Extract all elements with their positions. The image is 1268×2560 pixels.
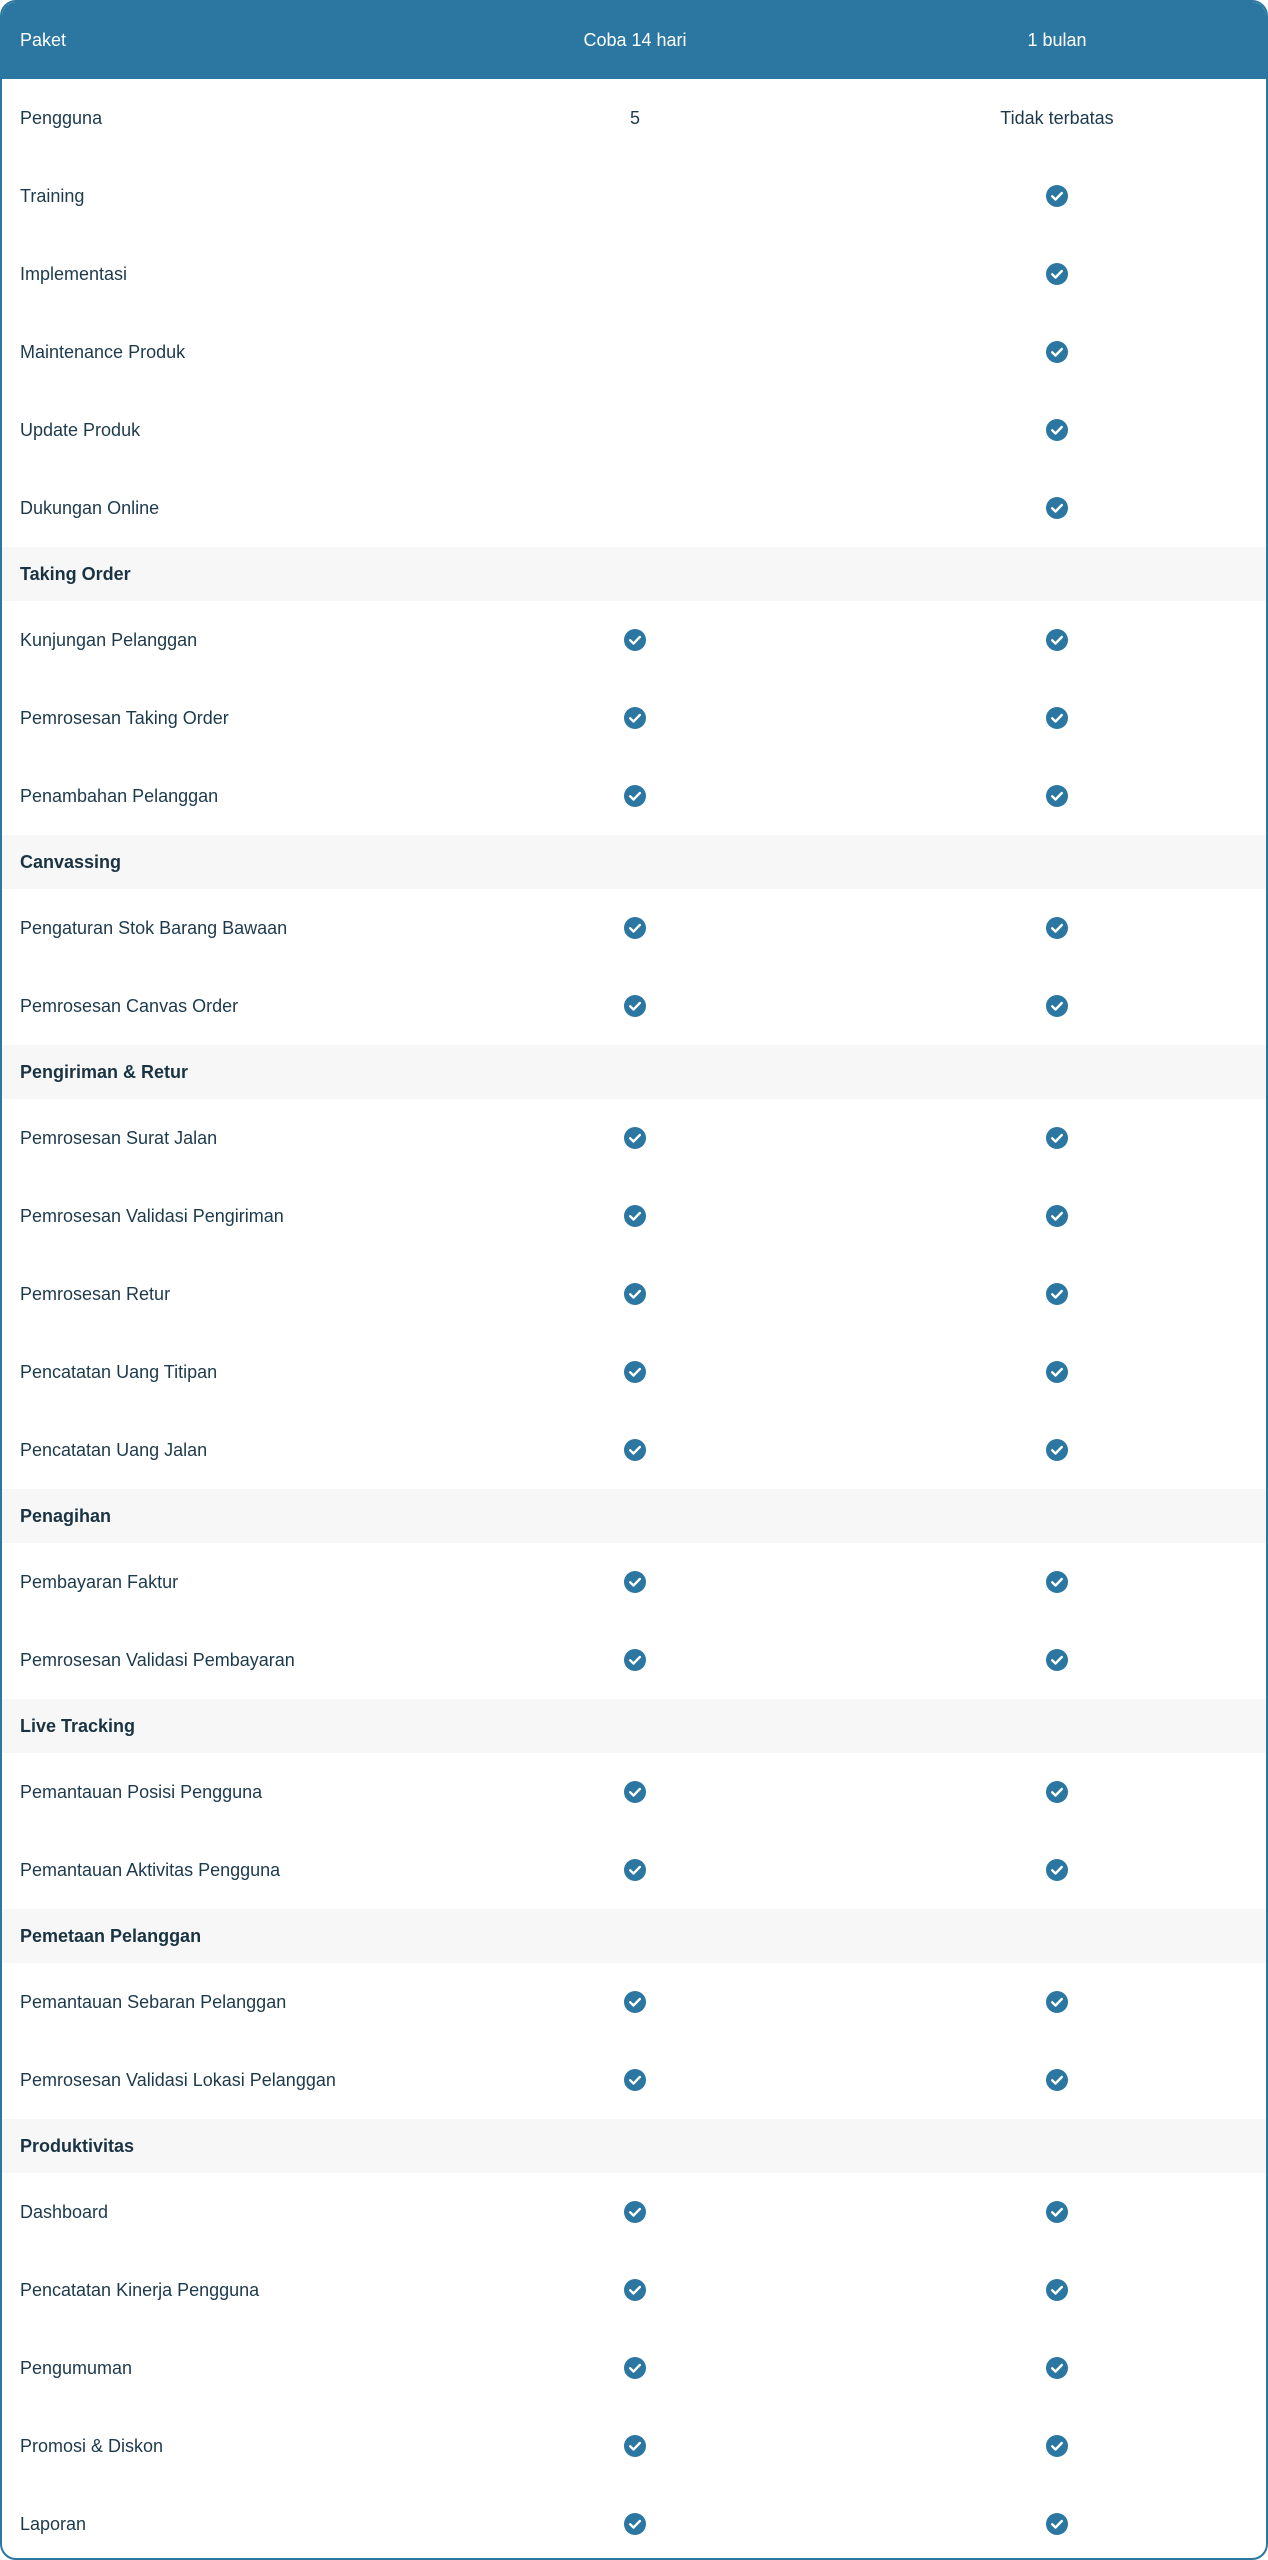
feature-row — [2, 1177, 1266, 1255]
monthly-cell — [848, 1571, 1266, 1593]
monthly-cell — [848, 2201, 1266, 2223]
check-circle-icon — [624, 2513, 646, 2535]
feature-row — [2, 2173, 1266, 2251]
feature-label: Pengumuman — [20, 2357, 133, 2378]
feature-row — [2, 235, 1266, 313]
monthly-cell — [848, 2279, 1266, 2301]
feature-label: Pemantauan Aktivitas Pengguna — [20, 1859, 281, 1880]
check-circle-icon — [1046, 1649, 1068, 1671]
trial-cell — [422, 917, 848, 939]
feature-label: Dashboard — [20, 2201, 109, 2222]
feature-row — [2, 601, 1266, 679]
check-circle-icon — [1046, 341, 1068, 363]
monthly-cell — [848, 1127, 1266, 1149]
check-circle-icon — [624, 1781, 646, 1803]
section-header-row — [2, 1489, 1266, 1543]
monthly-cell — [848, 1859, 1266, 1881]
section-title: Pemetaan Pelanggan — [20, 1925, 202, 1946]
check-circle-icon — [624, 1283, 646, 1305]
feature-row — [2, 391, 1266, 469]
check-circle-icon — [624, 2435, 646, 2457]
check-circle-icon — [1046, 2069, 1068, 2091]
section-title: Pengiriman & Retur — [20, 1061, 189, 1082]
check-circle-icon — [624, 2069, 646, 2091]
check-circle-icon — [1046, 785, 1068, 807]
feature-label: Pencatatan Uang Titipan — [20, 1361, 218, 1382]
check-circle-icon — [624, 2201, 646, 2223]
feature-row — [2, 2485, 1266, 2560]
feature-row — [2, 1831, 1266, 1909]
feature-label: Pembayaran Faktur — [20, 1571, 179, 1592]
feature-label: Pemrosesan Taking Order — [20, 707, 229, 728]
trial-cell — [422, 1283, 848, 1305]
monthly-cell — [848, 917, 1266, 939]
trial-cell — [422, 1991, 848, 2013]
monthly-cell — [848, 707, 1266, 729]
check-circle-icon — [1046, 2513, 1068, 2535]
monthly-cell — [848, 2357, 1266, 2379]
trial-cell — [422, 995, 848, 1017]
section-title: Produktivitas — [20, 2135, 135, 2156]
feature-label: Promosi & Diskon — [20, 2435, 164, 2456]
monthly-cell — [848, 629, 1266, 651]
check-circle-icon — [624, 917, 646, 939]
check-circle-icon — [1046, 1781, 1068, 1803]
check-circle-icon — [1046, 629, 1068, 651]
monthly-cell — [848, 2513, 1266, 2535]
trial-cell — [422, 1361, 848, 1383]
check-circle-icon — [1046, 2435, 1068, 2457]
feature-label: Update Produk — [20, 419, 141, 440]
feature-row — [2, 79, 1266, 157]
section-header-row — [2, 2119, 1266, 2173]
check-circle-icon — [624, 707, 646, 729]
check-circle-icon — [1046, 419, 1068, 441]
trial-cell — [422, 1439, 848, 1461]
section-title: Taking Order — [20, 563, 131, 584]
feature-label: Pemrosesan Surat Jalan — [20, 1127, 218, 1148]
trial-cell — [422, 1571, 848, 1593]
check-circle-icon — [1046, 263, 1068, 285]
monthly-cell — [848, 2435, 1266, 2457]
monthly-cell — [848, 995, 1266, 1017]
feature-row — [2, 1333, 1266, 1411]
feature-row — [2, 967, 1266, 1045]
section-header-row — [2, 1045, 1266, 1099]
trial-cell — [422, 2069, 848, 2091]
feature-label: Pemrosesan Retur — [20, 1283, 171, 1304]
check-circle-icon — [1046, 1571, 1068, 1593]
feature-label: Pemrosesan Validasi Pembayaran — [20, 1649, 295, 1670]
feature-row — [2, 1753, 1266, 1831]
feature-row — [2, 1621, 1266, 1699]
check-circle-icon — [1046, 1205, 1068, 1227]
check-circle-icon — [624, 1439, 646, 1461]
monthly-cell — [848, 1991, 1266, 2013]
section-header-row — [2, 1909, 1266, 1963]
feature-label: Training — [20, 185, 85, 206]
check-circle-icon — [624, 629, 646, 651]
feature-label: Pengguna — [20, 107, 103, 128]
section-header-row — [2, 1699, 1266, 1753]
trial-cell — [422, 1859, 848, 1881]
check-circle-icon — [1046, 2201, 1068, 2223]
trial-cell — [422, 1205, 848, 1227]
check-circle-icon — [1046, 185, 1068, 207]
feature-row — [2, 1255, 1266, 1333]
section-header-row — [2, 547, 1266, 601]
feature-label: Implementasi — [20, 263, 128, 284]
check-circle-icon — [624, 1205, 646, 1227]
feature-label: Pemrosesan Validasi Pengiriman — [20, 1205, 284, 1226]
trial-cell — [422, 1781, 848, 1803]
check-circle-icon — [624, 2357, 646, 2379]
section-title: Live Tracking — [20, 1715, 136, 1736]
check-circle-icon — [1046, 917, 1068, 939]
check-circle-icon — [1046, 1283, 1068, 1305]
trial-cell — [422, 2435, 848, 2457]
trial-cell — [422, 1649, 848, 1671]
feature-row — [2, 757, 1266, 835]
feature-label: Pemantauan Sebaran Pelanggan — [20, 1991, 287, 2012]
monthly-cell — [848, 185, 1266, 207]
section-header-row — [2, 835, 1266, 889]
feature-label: Pengaturan Stok Barang Bawaan — [20, 917, 288, 938]
check-circle-icon — [624, 2279, 646, 2301]
check-circle-icon — [1046, 1361, 1068, 1383]
check-circle-icon — [624, 1127, 646, 1149]
monthly-cell — [848, 785, 1266, 807]
trial-cell — [422, 629, 848, 651]
feature-label: Penambahan Pelanggan — [20, 785, 219, 806]
feature-row — [2, 1099, 1266, 1177]
monthly-cell — [848, 1439, 1266, 1461]
section-title: Penagihan — [20, 1505, 112, 1526]
section-title: Canvassing — [20, 851, 122, 872]
trial-cell — [422, 707, 848, 729]
check-circle-icon — [1046, 497, 1068, 519]
trial-cell — [422, 2357, 848, 2379]
monthly-cell — [848, 1781, 1266, 1803]
check-circle-icon — [624, 1859, 646, 1881]
header-monthly-label: 1 bulan — [1027, 30, 1087, 50]
check-circle-icon — [624, 995, 646, 1017]
check-circle-icon — [1046, 707, 1068, 729]
check-circle-icon — [624, 1361, 646, 1383]
feature-label: Pemrosesan Canvas Order — [20, 995, 239, 1016]
check-circle-icon — [1046, 2357, 1068, 2379]
table-header — [2, 2, 1266, 79]
feature-label: Pemantauan Posisi Pengguna — [20, 1781, 263, 1802]
feature-row — [2, 2251, 1266, 2329]
feature-label: Pencatatan Kinerja Pengguna — [20, 2279, 260, 2300]
feature-row — [2, 2407, 1266, 2485]
header-trial-label: Coba 14 hari — [583, 30, 687, 50]
feature-label: Pemrosesan Validasi Lokasi Pelanggan — [20, 2069, 336, 2090]
trial-cell: 5 — [629, 107, 640, 128]
feature-row — [2, 1963, 1266, 2041]
check-circle-icon — [1046, 1127, 1068, 1149]
monthly-cell — [848, 1283, 1266, 1305]
check-circle-icon — [624, 1571, 646, 1593]
check-circle-icon — [1046, 1439, 1068, 1461]
trial-cell — [422, 2513, 848, 2535]
check-circle-icon — [1046, 2279, 1068, 2301]
feature-row — [2, 1543, 1266, 1621]
feature-row — [2, 1411, 1266, 1489]
trial-cell — [422, 785, 848, 807]
check-circle-icon — [1046, 995, 1068, 1017]
monthly-cell — [848, 263, 1266, 285]
header-plan-label: Paket — [20, 30, 67, 50]
feature-row — [2, 679, 1266, 757]
feature-row — [2, 889, 1266, 967]
feature-label: Dukungan Online — [20, 497, 160, 518]
monthly-cell — [848, 1649, 1266, 1671]
monthly-cell — [848, 341, 1266, 363]
table-body — [2, 79, 1266, 2560]
feature-label: Pencatatan Uang Jalan — [20, 1439, 208, 1460]
feature-row — [2, 2329, 1266, 2407]
monthly-cell — [848, 2069, 1266, 2091]
trial-cell — [422, 2201, 848, 2223]
check-circle-icon — [1046, 1991, 1068, 2013]
feature-row — [2, 313, 1266, 391]
trial-cell — [422, 2279, 848, 2301]
check-circle-icon — [624, 1991, 646, 2013]
feature-label: Laporan — [20, 2513, 87, 2534]
monthly-cell — [848, 1205, 1266, 1227]
feature-row — [2, 469, 1266, 547]
check-circle-icon — [624, 785, 646, 807]
check-circle-icon — [1046, 1859, 1068, 1881]
feature-label: Kunjungan Pelanggan — [20, 629, 198, 650]
monthly-cell — [848, 1361, 1266, 1383]
feature-label: Maintenance Produk — [20, 341, 186, 362]
monthly-cell: Tidak terbatas — [1000, 107, 1114, 128]
trial-cell — [422, 1127, 848, 1149]
check-circle-icon — [624, 1649, 646, 1671]
feature-row — [2, 157, 1266, 235]
monthly-cell — [848, 419, 1266, 441]
feature-row — [2, 2041, 1266, 2119]
monthly-cell — [848, 497, 1266, 519]
